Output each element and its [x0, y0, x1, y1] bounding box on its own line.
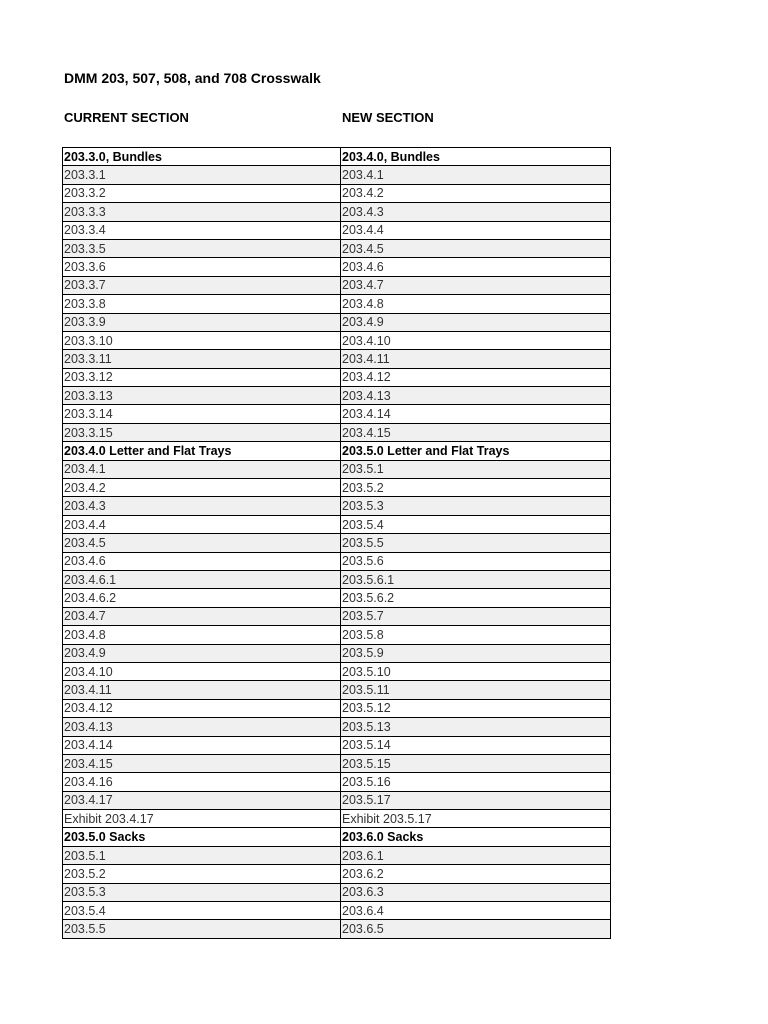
new-section-cell: 203.5.2 [341, 479, 611, 497]
table-row [63, 626, 611, 644]
table-row [63, 920, 611, 938]
current-section-cell: 203.3.0, Bundles [63, 148, 341, 166]
new-section-cell: 203.4.12 [341, 368, 611, 386]
new-section-cell: 203.5.17 [341, 791, 611, 809]
new-section-cell: 203.5.13 [341, 718, 611, 736]
current-section-cell: 203.5.0 Sacks [63, 828, 341, 846]
new-section-cell: 203.5.11 [341, 681, 611, 699]
new-section-cell: 203.4.3 [341, 203, 611, 221]
current-section-cell: 203.4.6.2 [63, 589, 341, 607]
current-section-cell: 203.3.14 [63, 405, 341, 423]
table-row [63, 644, 611, 662]
new-section-cell: 203.4.13 [341, 387, 611, 405]
new-section-cell: 203.4.9 [341, 313, 611, 331]
new-section-cell: 203.6.3 [341, 883, 611, 901]
current-section-cell: 203.4.16 [63, 773, 341, 791]
table-row [63, 350, 611, 368]
new-section-cell: 203.5.15 [341, 754, 611, 772]
table-row [63, 791, 611, 809]
current-section-cell: 203.4.6.1 [63, 570, 341, 588]
table-row [63, 736, 611, 754]
section-header-row [63, 148, 611, 166]
table-row [63, 534, 611, 552]
current-section-cell: 203.4.9 [63, 644, 341, 662]
new-section-header: NEW SECTION [342, 110, 434, 125]
current-section-cell: 203.4.12 [63, 699, 341, 717]
table-row [63, 515, 611, 533]
table-row [63, 331, 611, 349]
table-row [63, 387, 611, 405]
table-row [63, 846, 611, 864]
table-row [63, 902, 611, 920]
new-section-cell: 203.5.4 [341, 515, 611, 533]
current-section-cell: 203.3.1 [63, 166, 341, 184]
new-section-cell: 203.4.1 [341, 166, 611, 184]
current-section-cell: 203.4.17 [63, 791, 341, 809]
current-section-cell: 203.3.11 [63, 350, 341, 368]
current-section-cell: 203.3.10 [63, 331, 341, 349]
table-row [63, 221, 611, 239]
table-row [63, 773, 611, 791]
section-header-row [63, 828, 611, 846]
current-section-cell: 203.4.15 [63, 754, 341, 772]
new-section-cell: 203.5.5 [341, 534, 611, 552]
current-section-cell: 203.4.8 [63, 626, 341, 644]
current-section-cell: 203.3.2 [63, 184, 341, 202]
current-section-cell: 203.3.5 [63, 239, 341, 257]
current-section-cell: 203.3.9 [63, 313, 341, 331]
new-section-cell: 203.5.8 [341, 626, 611, 644]
new-section-cell: 203.5.6.1 [341, 570, 611, 588]
new-section-cell: 203.4.11 [341, 350, 611, 368]
current-section-cell: 203.5.2 [63, 865, 341, 883]
new-section-cell: 203.4.0, Bundles [341, 148, 611, 166]
current-section-cell: 203.3.6 [63, 258, 341, 276]
current-section-cell: 203.4.10 [63, 662, 341, 680]
table-row [63, 754, 611, 772]
new-section-cell: 203.4.14 [341, 405, 611, 423]
new-section-cell: 203.4.8 [341, 295, 611, 313]
new-section-cell: 203.6.5 [341, 920, 611, 938]
new-section-cell: 203.4.4 [341, 221, 611, 239]
table-row [63, 699, 611, 717]
current-section-cell: Exhibit 203.4.17 [63, 810, 341, 828]
table-row [63, 883, 611, 901]
new-section-cell: Exhibit 203.5.17 [341, 810, 611, 828]
table-row [63, 258, 611, 276]
table-row [63, 239, 611, 257]
table-row [63, 313, 611, 331]
new-section-cell: 203.5.1 [341, 460, 611, 478]
new-section-cell: 203.4.10 [341, 331, 611, 349]
current-section-cell: 203.4.3 [63, 497, 341, 515]
table-row [63, 184, 611, 202]
current-section-cell: 203.4.5 [63, 534, 341, 552]
crosswalk-table [62, 147, 611, 939]
table-row [63, 460, 611, 478]
current-section-cell: 203.4.0 Letter and Flat Trays [63, 442, 341, 460]
current-section-cell: 203.3.4 [63, 221, 341, 239]
table-row [63, 497, 611, 515]
new-section-cell: 203.4.7 [341, 276, 611, 294]
current-section-cell: 203.4.2 [63, 479, 341, 497]
table-row [63, 570, 611, 588]
current-section-cell: 203.3.7 [63, 276, 341, 294]
new-section-cell: 203.4.2 [341, 184, 611, 202]
current-section-cell: 203.3.15 [63, 423, 341, 441]
current-section-header: CURRENT SECTION [64, 110, 189, 125]
table-row [63, 589, 611, 607]
current-section-cell: 203.3.3 [63, 203, 341, 221]
current-section-cell: 203.4.1 [63, 460, 341, 478]
new-section-cell: 203.5.14 [341, 736, 611, 754]
new-section-cell: 203.5.3 [341, 497, 611, 515]
current-section-cell: 203.4.13 [63, 718, 341, 736]
table-row [63, 681, 611, 699]
current-section-cell: 203.4.11 [63, 681, 341, 699]
current-section-cell: 203.4.6 [63, 552, 341, 570]
new-section-cell: 203.5.0 Letter and Flat Trays [341, 442, 611, 460]
table-row [63, 203, 611, 221]
table-row [63, 423, 611, 441]
table-row [63, 552, 611, 570]
new-section-cell: 203.5.7 [341, 607, 611, 625]
current-section-cell: 203.3.8 [63, 295, 341, 313]
new-section-cell: 203.4.6 [341, 258, 611, 276]
table-row [63, 368, 611, 386]
new-section-cell: 203.5.12 [341, 699, 611, 717]
new-section-cell: 203.6.2 [341, 865, 611, 883]
new-section-cell: 203.4.5 [341, 239, 611, 257]
new-section-cell: 203.6.1 [341, 846, 611, 864]
new-section-cell: 203.5.6.2 [341, 589, 611, 607]
current-section-cell: 203.3.13 [63, 387, 341, 405]
new-section-cell: 203.5.16 [341, 773, 611, 791]
new-section-cell: 203.5.9 [341, 644, 611, 662]
new-section-cell: 203.4.15 [341, 423, 611, 441]
new-section-cell: 203.6.4 [341, 902, 611, 920]
table-row [63, 810, 611, 828]
table-row [63, 166, 611, 184]
current-section-cell: 203.4.4 [63, 515, 341, 533]
new-section-cell: 203.5.10 [341, 662, 611, 680]
new-section-cell: 203.5.6 [341, 552, 611, 570]
current-section-cell: 203.4.7 [63, 607, 341, 625]
current-section-cell: 203.3.12 [63, 368, 341, 386]
current-section-cell: 203.5.5 [63, 920, 341, 938]
current-section-cell: 203.5.1 [63, 846, 341, 864]
current-section-cell: 203.5.4 [63, 902, 341, 920]
table-row [63, 662, 611, 680]
new-section-cell: 203.6.0 Sacks [341, 828, 611, 846]
table-row [63, 718, 611, 736]
table-row [63, 479, 611, 497]
current-section-cell: 203.5.3 [63, 883, 341, 901]
document-title: DMM 203, 507, 508, and 708 Crosswalk [64, 70, 321, 86]
crosswalk-table-body [63, 148, 611, 939]
table-row [63, 295, 611, 313]
table-row [63, 607, 611, 625]
section-header-row [63, 442, 611, 460]
table-row [63, 865, 611, 883]
table-row [63, 276, 611, 294]
current-section-cell: 203.4.14 [63, 736, 341, 754]
table-row [63, 405, 611, 423]
